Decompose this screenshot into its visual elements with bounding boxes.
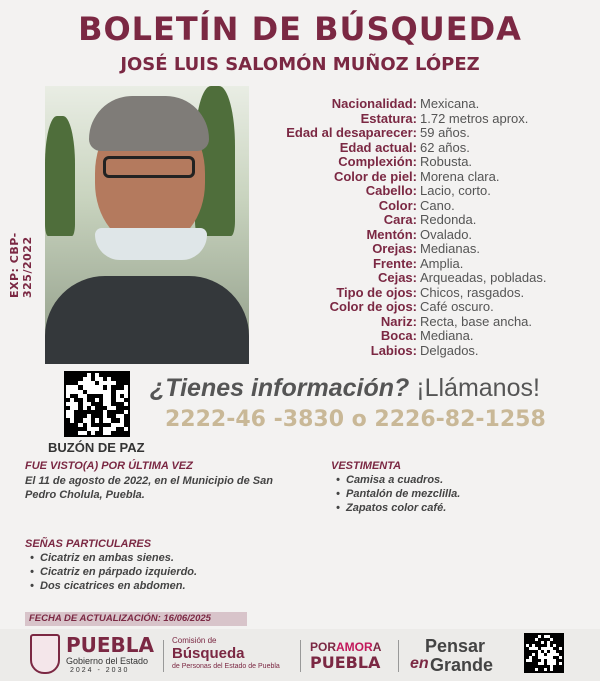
- detail-row: [262, 199, 592, 214]
- detail-value: Arqueadas, pobladas.: [420, 270, 547, 285]
- list-item: • Cicatriz en ambas sienes.: [28, 551, 197, 565]
- detail-value: Cano.: [420, 197, 455, 213]
- phone-numbers[interactable]: 2222-46 -3830 o 2226-82-1258: [165, 407, 546, 432]
- puebla-logo-text: PUEBLA: [66, 633, 155, 657]
- qr-code[interactable]: [64, 371, 130, 437]
- detail-row: [262, 344, 592, 359]
- detail-label: Color de piel:: [333, 168, 417, 184]
- detail-value: Medianas.: [420, 241, 480, 256]
- last-seen-heading: FUE VISTO(A) POR ÚLTIMA VEZ: [25, 460, 193, 472]
- detail-label: Edad actual:: [339, 139, 417, 155]
- clothing-heading: VESTIMENTA: [331, 460, 402, 472]
- detail-label: Nariz:: [380, 313, 417, 329]
- detail-label: Orejas:: [372, 241, 417, 256]
- physical-details: [262, 97, 592, 358]
- detail-value: Redonda.: [420, 212, 477, 227]
- list-item: • Cicatriz en párpado izquierdo.: [28, 565, 197, 579]
- list-item: • Camisa a cuadros.: [334, 473, 460, 487]
- bulletin-title: BOLETÍN DE BÚSQUEDA: [78, 10, 522, 48]
- a-text: A: [372, 640, 382, 654]
- detail-row: [262, 141, 592, 156]
- detail-label: Boca:: [380, 328, 417, 343]
- detail-value: Ovalado.: [420, 226, 473, 242]
- detail-value: Café oscuro.: [420, 299, 494, 314]
- detail-label: Cabello:: [365, 183, 417, 198]
- detail-value: Mediana.: [420, 328, 474, 343]
- detail-row: [262, 286, 592, 301]
- detail-row: [262, 228, 592, 243]
- state-shield-logo: [30, 634, 60, 674]
- info-prompt: [150, 374, 540, 403]
- footer-qr-code[interactable]: [524, 633, 564, 673]
- detail-value: Robusta.: [420, 154, 473, 169]
- info-question: ¿Tienes información?: [150, 374, 410, 402]
- last-seen-line2: Pedro Cholula, Puebla.: [25, 489, 145, 501]
- busqueda-text: Búsqueda: [172, 645, 245, 662]
- detail-label: Frente:: [372, 255, 417, 271]
- detail-row: [262, 126, 592, 141]
- detail-value: Lacio, corto.: [420, 183, 491, 198]
- list-item: • Zapatos color café.: [334, 501, 460, 515]
- detail-row: [262, 213, 592, 228]
- detail-row: [262, 257, 592, 272]
- list-item: • Pantalón de mezclilla.: [334, 487, 460, 501]
- detail-value: Chicos, rasgados.: [420, 284, 525, 300]
- detail-row: [262, 271, 592, 286]
- detail-row: [262, 155, 592, 170]
- detail-row: [262, 97, 592, 112]
- detail-value: Delgados.: [420, 342, 479, 358]
- detail-value: Morena clara.: [420, 168, 500, 184]
- buzon-de-paz-label: BUZÓN DE PAZ: [48, 440, 145, 455]
- detail-value: Amplia.: [420, 255, 464, 271]
- detail-row: [262, 300, 592, 315]
- detail-value: 59 años.: [420, 125, 470, 140]
- detail-label: Cara:: [383, 212, 417, 227]
- detail-label: Complexión:: [338, 154, 417, 169]
- en-text: en: [410, 655, 429, 672]
- detail-row: [262, 242, 592, 257]
- amor-text: AMOR: [336, 640, 373, 654]
- years-text: 2024 - 2030: [70, 667, 130, 674]
- detail-row: [262, 112, 592, 127]
- marks-heading: SEÑAS PARTICULARES: [25, 538, 152, 550]
- detail-label: Color:: [378, 197, 417, 213]
- por-text: POR: [310, 640, 337, 654]
- detail-label: Cejas:: [377, 270, 417, 285]
- puebla2-text: PUEBLA: [310, 653, 381, 672]
- list-item: • Dos cicatrices en abdomen.: [28, 579, 197, 593]
- detail-row: [262, 315, 592, 330]
- person-photo: [45, 86, 249, 364]
- update-date: FECHA DE ACTUALIZACIÓN: 16/06/2025: [25, 612, 247, 626]
- detail-value: Mexicana.: [420, 96, 480, 111]
- detail-label: Mentón:: [366, 226, 417, 242]
- comision-small: Comisión de: [172, 636, 217, 645]
- pensar-text: Pensar: [425, 636, 486, 656]
- detail-row: [262, 184, 592, 199]
- detail-value: 62 años.: [420, 139, 470, 155]
- detail-label: Estatura:: [360, 110, 417, 126]
- detail-label: Color de ojos:: [329, 299, 417, 314]
- call-us: ¡Llámanos!: [416, 374, 540, 402]
- case-number: EXP: CBP-325/2022: [8, 232, 34, 298]
- gobierno-text: Gobierno del Estado: [66, 656, 149, 666]
- detail-row: [262, 329, 592, 344]
- missing-person-name: JOSÉ LUIS SALOMÓN MUÑOZ LÓPEZ: [120, 54, 480, 75]
- last-seen-line1: El 11 de agosto de 2022, en el Municipio de San: [25, 475, 273, 487]
- marks-list: [28, 551, 197, 593]
- por-amor-line: [310, 640, 381, 654]
- detail-label: Edad al desaparecer:: [286, 125, 417, 140]
- detail-label: Labios:: [370, 342, 417, 358]
- clothing-list: [334, 473, 460, 515]
- detail-value: Recta, base ancha.: [420, 313, 533, 329]
- comision-sub: de Personas del Estado de Puebla: [172, 663, 280, 670]
- detail-label: Tipo de ojos:: [336, 284, 417, 300]
- grande-text: Grande: [430, 655, 494, 675]
- detail-label: Nacionalidad:: [331, 96, 417, 111]
- detail-row: [262, 170, 592, 185]
- detail-value: 1.72 metros aprox.: [420, 110, 529, 126]
